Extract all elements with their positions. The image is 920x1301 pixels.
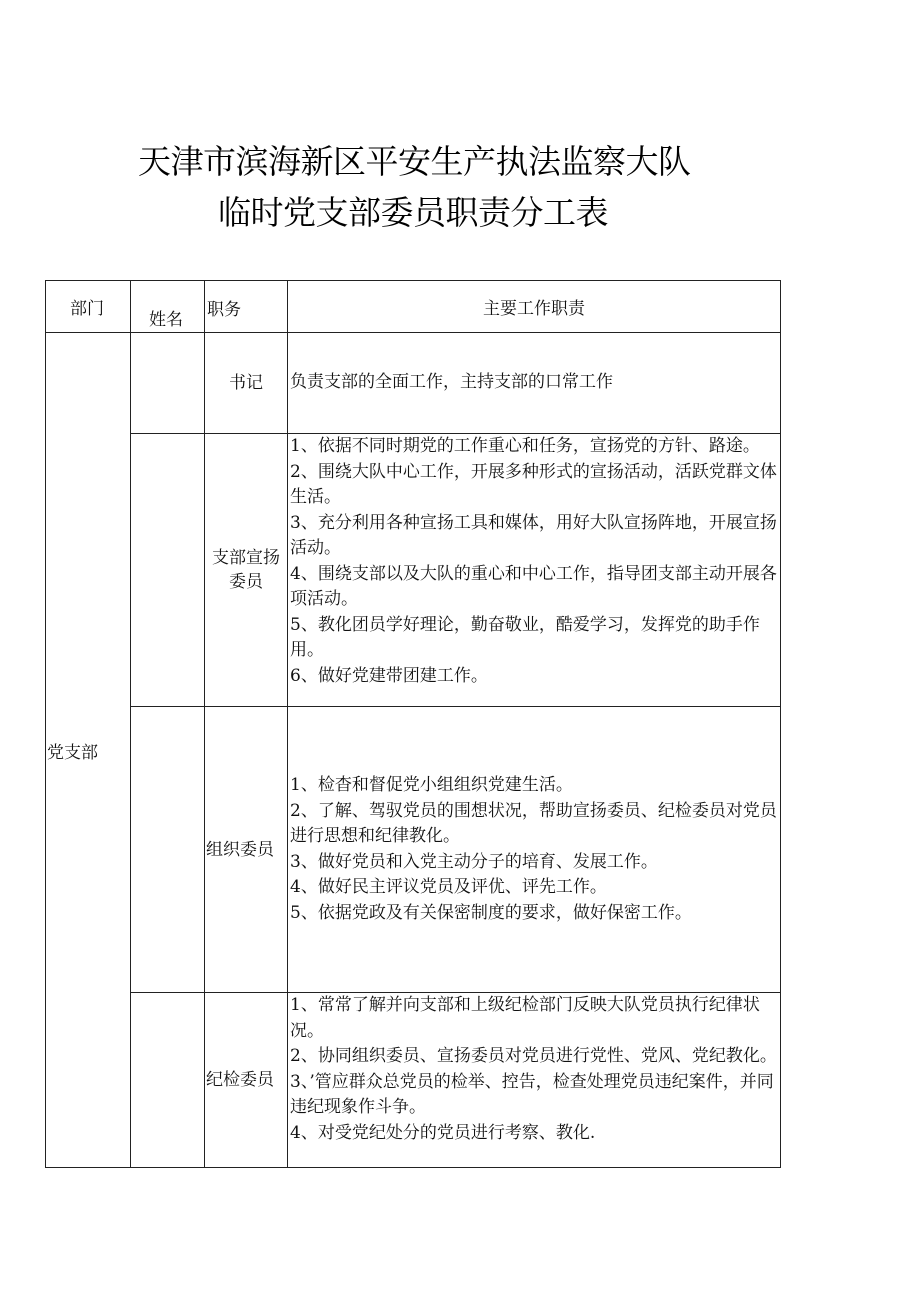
table-row bbox=[46, 707, 781, 993]
post-cell: 纪检委员 bbox=[205, 993, 288, 1168]
duty-cell bbox=[288, 434, 781, 707]
duty-item: 3、做好党员和入党主动分子的培育、发展工作。 bbox=[290, 851, 658, 872]
table-header-row bbox=[46, 281, 781, 333]
duty-item: 2、围绕大队中心工作，开展多种形式的宣扬活动，活跃党群文体生活。 bbox=[290, 461, 777, 507]
duty-cell bbox=[288, 707, 781, 993]
post-cell: 组织委员 bbox=[205, 707, 288, 993]
duty-item: 3、’管应群众总党员的检举、控告，检查处理党员违纪案件，并同违纪现象作斗争。 bbox=[290, 1071, 774, 1117]
duty-item: 5、教化团员学好理论，勤奋敬业，酷爱学习，发挥党的助手作用。 bbox=[290, 614, 760, 660]
name-cell bbox=[131, 434, 205, 707]
post-cell: 支部宣扬委员 bbox=[205, 434, 288, 707]
header-name: 姓名 bbox=[131, 281, 205, 333]
duty-item: 负责支部的全面工作，主持支部的口常工作 bbox=[290, 372, 613, 393]
table-row bbox=[46, 993, 781, 1168]
table-row bbox=[46, 333, 781, 434]
document-title-line2: 临时党支部委员职责分工表 bbox=[218, 193, 608, 232]
duty-item: 2、了解、驾驭党员的围想状况，帮助宣扬委员、纪检委员对党员进行思想和纪律教化。 bbox=[290, 800, 777, 846]
duty-cell bbox=[288, 333, 781, 434]
header-dept: 部门 bbox=[46, 281, 131, 333]
table-row bbox=[46, 434, 781, 707]
post-cell: 书记 bbox=[205, 333, 288, 434]
duty-item: 4、围绕支部以及大队的重心和中心工作，指导团支部主动开展各项活动。 bbox=[290, 563, 777, 609]
duty-item: 1、检杳和督促党小组组织党建生活。 bbox=[290, 775, 573, 795]
duty-item: 6、做好党建带团建工作。 bbox=[290, 665, 488, 686]
header-duty: 主要工作职责 bbox=[288, 281, 781, 333]
dept-cell: 党支部 bbox=[46, 333, 131, 1168]
duty-item: 4、对受党纪处分的党员进行考察、教化. bbox=[290, 1122, 596, 1143]
duty-cell bbox=[288, 993, 781, 1168]
name-cell bbox=[131, 707, 205, 993]
duty-item: 1、常常了解并向支部和上级纪检部门反映大队党员执行纪律状况。 bbox=[290, 995, 760, 1041]
name-cell bbox=[131, 993, 205, 1168]
duty-item: 2、协同组织委员、宣扬委员对党员进行党性、党风、党纪教化。 bbox=[290, 1046, 777, 1066]
name-cell bbox=[131, 333, 205, 434]
duty-item: 1、依据不同时期党的工作重心和任务，宣扬党的方针、路途。 bbox=[290, 436, 760, 456]
duty-item: 4、做好民主评议党员及评优、评先工作。 bbox=[290, 877, 607, 897]
duty-item: 3、充分利用各种宣扬工具和媒体，用好大队宣扬阵地，开展宣扬活动。 bbox=[290, 512, 777, 558]
document-title-line1: 天津市滨海新区平安生产执法监察大队 bbox=[138, 142, 691, 181]
duty-item: 5、依据党政及有关保密制度的要求，做好保密工作。 bbox=[290, 902, 692, 923]
duty-table bbox=[45, 280, 781, 1168]
header-post: 职务 bbox=[205, 281, 288, 333]
